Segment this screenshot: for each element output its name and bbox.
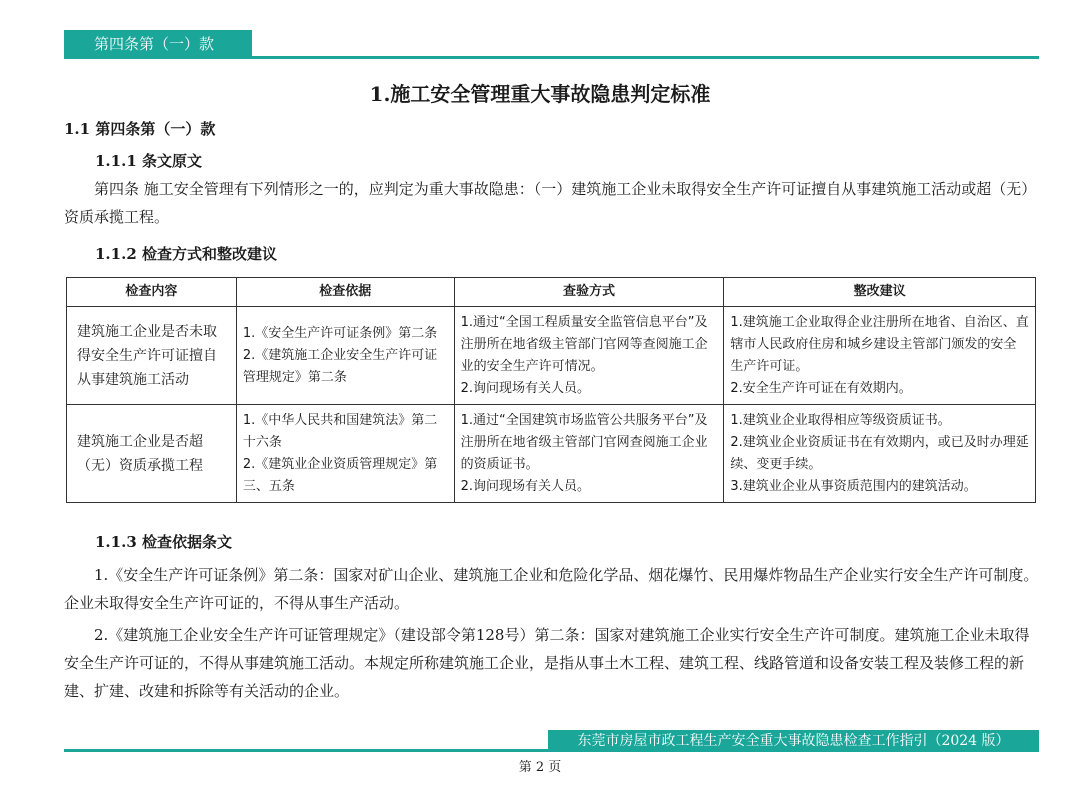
advice-item: 1.建筑业企业取得相应等级资质证书。 <box>730 412 951 428</box>
advice-item: 2.安全生产许可证在有效期内。 <box>730 380 912 396</box>
check-method-cell <box>454 405 724 503</box>
advice-cell <box>724 405 1036 503</box>
basis-item: 2.《建筑施工企业安全生产许可证管理规定》第二条 <box>242 347 438 385</box>
method-item: 1.通过“全国建筑市场监管公共服务平台”及注册所在地省级主管部门官网查阅施工企业的资质证书。 <box>460 412 708 472</box>
basis-paragraph: 2.《建筑施工企业安全生产许可证管理规定》（建设部令第128号）第二条：国家对建筑施工企业实行安全生产许可制度。建筑施工企业未取得安全生产许可证的，不得从事建筑施工活动。本规定所称建筑施工企业，是指从事土木工程、建筑工程、线路管道和设备安装工程及装修工程的新建、扩建、改建和拆除等有关活动的企业。 <box>64 626 1030 700</box>
advice-cell <box>724 307 1036 405</box>
page-number: 第 2 页 <box>518 760 562 775</box>
check-basis-cell <box>236 307 454 405</box>
footer-rule <box>64 749 1039 752</box>
table-row <box>67 307 1036 405</box>
table-header-cell: 查验方式 <box>454 278 724 307</box>
basis-item: 2.《建筑业企业资质管理规定》第三、五条 <box>242 456 438 494</box>
table-header-cell: 检查内容 <box>67 278 237 307</box>
table-header-cell: 检查依据 <box>236 278 454 307</box>
advice-item: 2.建筑业企业资质证书在有效期内，或已及时办理延续、变更手续。 <box>730 434 1029 472</box>
basis-item: 1.《安全生产许可证条例》第二条 <box>242 325 438 341</box>
basis-item: 1.《中华人民共和国建筑法》第二十六条 <box>242 412 438 450</box>
check-method-cell <box>454 307 724 405</box>
section-heading: 1.1 第四条第（一）款 <box>64 120 216 138</box>
inspection-table <box>66 277 1036 503</box>
subsection-heading-inspection: 1.1.2 检查方式和整改建议 <box>95 245 277 263</box>
advice-item: 1.建筑施工企业取得企业注册所在地省、自治区、直辖市人民政府住房和城乡建设主管部门颁发的安全生产许可证。 <box>730 314 1029 374</box>
article-text: 第四条 施工安全管理有下列情形之一的，应判定为重大事故隐患：（一）建筑施工企业未取得安全生产许可证擅自从事建筑施工活动或超（无）资质承揽工程。 <box>64 180 1037 226</box>
check-content-cell: 建筑施工企业是否未取得安全生产许可证擅自从事建筑施工活动 <box>67 307 237 405</box>
method-item: 2.询问现场有关人员。 <box>460 380 591 396</box>
table-header-row <box>67 278 1036 307</box>
footer-document-name: 东莞市房屋市政工程生产安全重大事故隐患检查工作指引（2024 版） <box>548 730 1039 752</box>
method-item: 1.通过“全国工程质量安全监管信息平台”及注册所在地省级主管部门官网等查阅施工企业的安全生产许可情况。 <box>460 314 708 374</box>
check-content-cell: 建筑施工企业是否超（无）资质承揽工程 <box>67 405 237 503</box>
advice-item: 3.建筑业企业从事资质范围内的建筑活动。 <box>730 478 977 494</box>
header-tab: 第四条第（一）款 <box>64 30 252 58</box>
header-rule <box>64 56 1039 59</box>
page-title: 1.施工安全管理重大事故隐患判定标准 <box>369 82 711 106</box>
table-row <box>67 405 1036 503</box>
subsection-heading-basis-text: 1.1.3 检查依据条文 <box>95 533 232 551</box>
table-header-cell: 整改建议 <box>724 278 1036 307</box>
method-item: 2.询问现场有关人员。 <box>460 478 591 494</box>
check-basis-cell <box>236 405 454 503</box>
basis-paragraph: 1.《安全生产许可证条例》第二条：国家对矿山企业、建筑施工企业和危险化学品、烟花爆竹、民用爆炸物品生产企业实行安全生产许可制度。企业未取得安全生产许可证的，不得从事生产活动。 <box>64 566 1039 612</box>
subsection-heading-original-text: 1.1.1 条文原文 <box>95 152 202 170</box>
